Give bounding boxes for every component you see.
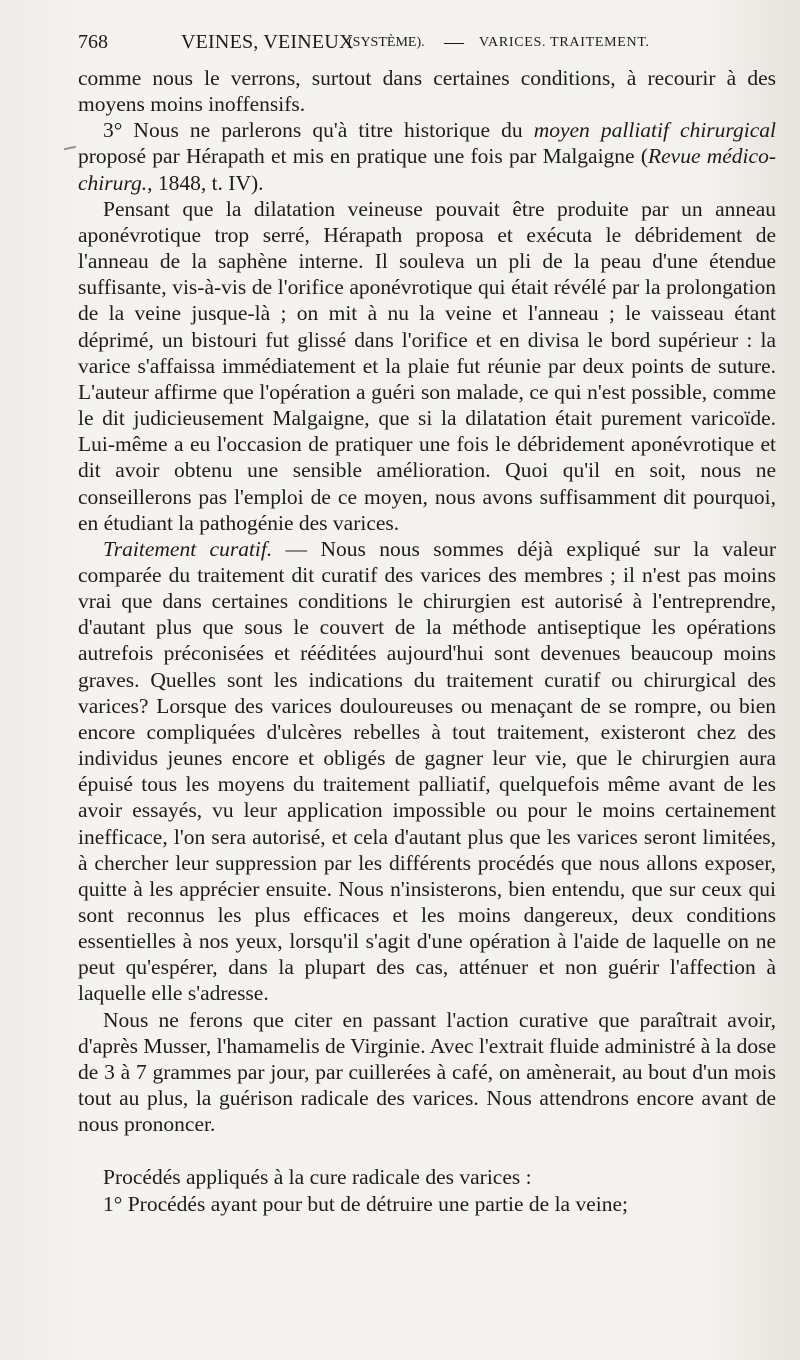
procedures-heading: Procédés appliqués à la cure radicale des varices : [103,1165,532,1190]
paragraph-curative-treatment [78,536,776,1007]
citation-title: Revue médico-chirurg. [78,144,776,195]
paragraph-text: 3° Nous ne parlerons qu'à titre historique du [103,118,534,143]
margin-mark [64,146,76,150]
paragraph-text: , 1848, t. IV). [147,170,264,195]
paragraph-text: proposé par Hérapath et mis en pratique une fois par Malgaigne ( [78,144,648,169]
paragraph-herapath-procedure: Pensant que la dilatation veineuse pouvait être produite par un anneau aponévrotique trop serré, Hérapath proposa et exécuta le débridement de l'anneau de la saphène interne. Il souleva un pli de la peau d'une étendue suffisante, vis-à-vis de l'orifice aponévrotique qui était révélé par la prolongation de la veine jusque-là ; on mit à nu la veine et l'anneau ; le vaisseau étant déprimé, un bistouri fut glissé dans l'orifice et en divisa le bord supérieur : la varice s'affaissa immédiatement et la plaie fut réunie par deux points de suture. L'auteur affirme que l'opération a guéri son malade, ce qui n'est possible, comme le dit judicieusement Malgaigne, que si la dilatation était purement varicoïde. Lui-même a eu l'occasion de pratiquer une fois le débridement aponévrotique et dit avoir obtenu une sensible amélioration. Quoi qu'il en soit, nous ne conseillerons pas l'emploi de ce moyen, nous avons suffisamment dit pourquoi, en étudiant la pathogénie des varices. [78,196,776,535]
procedure-item-1: 1° Procédés ayant pour but de détruire une partie de la veine; [103,1191,628,1216]
page-number: 768 [78,31,108,53]
running-header [78,31,778,61]
paragraph-continuation: comme nous le verrons, surtout dans certaines conditions, à recourir à des moyens moins inoffensifs. [78,66,776,117]
section-heading: Traitement curatif. [103,536,273,561]
running-title: VEINES, VEINEUX [181,31,354,53]
running-section: VARICES. TRAITEMENT. [479,35,650,50]
paragraph-hamamelis: Nous ne ferons que citer en passant l'action curative que paraîtrait avoir, d'après Musser, l'hamamelis de Virginie. Avec l'extrait fluide administré à la dose de 3 à 7 grammes par jour, par cuillerées à café, on amènerait, au bout d'un mois tout au plus, la guérison radicale des varices. Nous attendrons encore avant de nous prononcer. [78,1007,776,1137]
page-body [78,65,776,1217]
running-subtitle: (SYSTÈME). [348,35,425,50]
header-dash: — [444,31,464,53]
paragraph-text: — Nous nous sommes déjà expliqué sur la valeur comparée du traitement dit curatif des varices des membres ; il n'est pas moins vrai que dans certaines conditions le chirurgien est autorisé à l'entreprendre, d'autant plus que sous le couvert de la méthode antiseptique les opérations autrefois préconisées et rééditées aujourd'hui sont devenues beaucoup moins graves. Quelles sont les indications du traitement curatif ou chirurgical des varices? Lorsque des varices douloureuses ou menaçant de se rompre, ou bien encore compliquées d'ulcères rebelles à tout traitement, existeront chez des individus jeunes encore et obligés de gagner leur vie, que le chirurgien aura épuisé tous les moyens du traitement palliatif, quelquefois même avant de les avoir essayés, vu leur application impossible ou pour le moins certainement inefficace, l'on sera autorisé, et cela d'autant plus que les varices seront limitées, à chercher leur suppression par les différents procédés que nous allons exposer, quitte à les apprécier ensuite. Nous n'insisterons, bien entendu, que sur ceux qui sont reconnus les plus efficaces et les moins dangereux, deux conditions essentielles à nos yeux, lorsqu'il s'agit d'une opération à l'aide de laquelle on ne peut qu'espérer, dans la plupart des cas, atténuer et non guérir l'affection à laquelle elle s'adresse. [78,536,777,1006]
italic-term: moyen palliatif chirurgical [533,118,776,143]
paragraph-palliative-method [78,117,776,195]
